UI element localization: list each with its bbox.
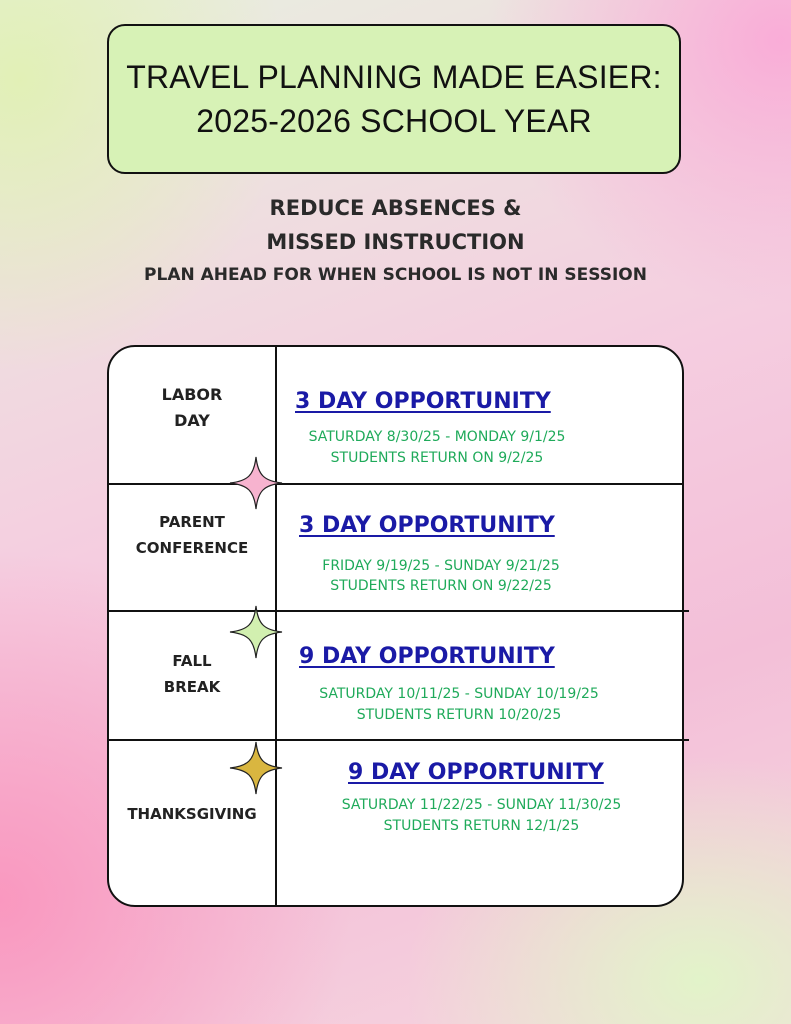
row-label-labor-day [109, 382, 275, 434]
return-date: STUDENTS RETURN 10/20/25 [356, 707, 562, 723]
return-date: STUDENTS RETURN 12/1/25 [383, 818, 580, 834]
row-label-line: PARENT [159, 513, 225, 531]
sparkle-pink-icon [228, 455, 284, 511]
row-label-line: LABOR [161, 385, 223, 404]
date-range: SATURDAY 8/30/25 - MONDAY 9/1/25 [308, 429, 566, 445]
sparkle-shape [230, 606, 282, 658]
return-date: STUDENTS RETURN ON 9/2/25 [330, 450, 544, 466]
title-line-1: TRAVEL PLANNING MADE EASIER: [126, 59, 662, 95]
sparkle-green-icon [228, 604, 284, 660]
schedule-table [107, 345, 684, 907]
title-line-2: 2025-2026 SCHOOL YEAR [196, 103, 592, 139]
row-divider [109, 739, 689, 741]
row-label-line: THANKSGIVING [127, 805, 257, 823]
sparkle-gold-icon [228, 740, 284, 796]
date-range: FRIDAY 9/19/25 - SUNDAY 9/21/25 [322, 558, 560, 574]
subtitle-line-2: MISSED INSTRUCTION [266, 230, 525, 254]
row-divider [109, 483, 684, 485]
opportunity-link[interactable]: 3 DAY OPPORTUNITY [299, 513, 555, 538]
title-box [107, 24, 681, 174]
row-label-line: CONFERENCE [135, 539, 249, 557]
return-date: STUDENTS RETURN ON 9/22/25 [330, 578, 552, 594]
row-label-line: DAY [174, 411, 210, 430]
opportunity-link[interactable]: 9 DAY OPPORTUNITY [299, 644, 555, 669]
row-label-parent-conference [109, 509, 275, 561]
subtitle-line-3: PLAN AHEAD FOR WHEN SCHOOL IS NOT IN SESSION [144, 265, 647, 285]
opportunity-link[interactable]: 9 DAY OPPORTUNITY [348, 760, 604, 785]
row-label-line: FALL [172, 652, 212, 670]
date-range: SATURDAY 10/11/25 - SUNDAY 10/19/25 [319, 686, 599, 702]
sparkle-shape [230, 457, 282, 509]
row-divider [109, 610, 689, 612]
row-label-thanksgiving [109, 801, 275, 827]
opportunity-link[interactable]: 3 DAY OPPORTUNITY [295, 389, 551, 414]
date-range: SATURDAY 11/22/25 - SUNDAY 11/30/25 [341, 797, 622, 813]
row-label-line: BREAK [163, 678, 221, 696]
sparkle-shape [230, 742, 282, 794]
subtitle-line-1: REDUCE ABSENCES & [269, 196, 522, 220]
